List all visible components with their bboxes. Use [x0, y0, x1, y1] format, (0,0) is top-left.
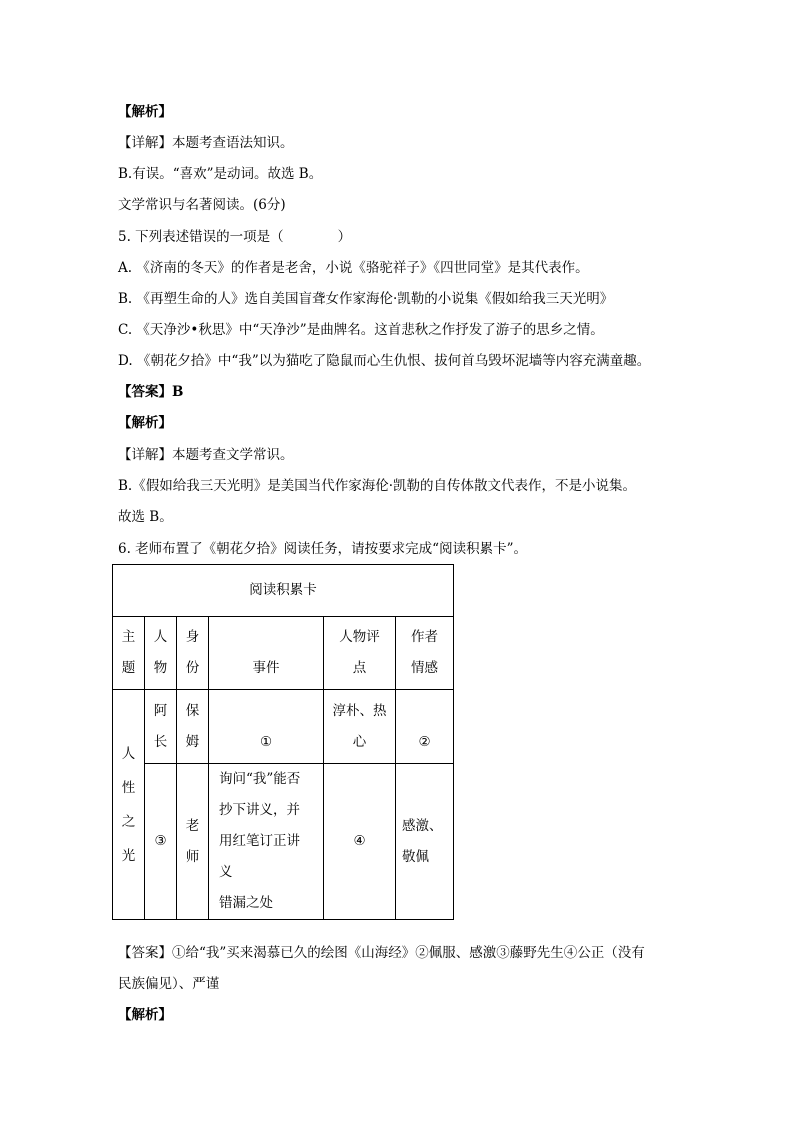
person-cell-2: ③: [145, 764, 177, 920]
comment-cell-1: 淳朴、热 心: [324, 690, 396, 764]
feeling-cell-1: ②: [396, 690, 454, 764]
option-b: B. 《再塑生命的人》选自美国盲聋女作家海伦·凯勒的小说集《假如给我三天光明》: [118, 291, 614, 307]
option-d: D. 《朝花夕拾》中“我”以为猫吃了隐鼠而心生仇恨、拔何首乌毁坏泥墙等内容充满童趣。: [118, 353, 651, 369]
explanation-line-1: B.有误。“喜欢”是动词。故选 B。: [118, 166, 323, 182]
header-identity: 身 份: [177, 617, 209, 690]
answer-5: 【答案】B: [118, 384, 184, 400]
conclusion-line: 故选 B。: [118, 509, 173, 525]
feeling-cell-2: 感激、 敬佩: [396, 764, 454, 920]
analysis-heading-3: 【解析】: [118, 1007, 172, 1023]
table-title: 阅读积累卡: [113, 565, 454, 617]
detail-line-1: 【详解】本题考查语法知识。: [118, 135, 294, 151]
option-c: C. 《天净沙•秋思》中“天净沙”是曲牌名。这首悲秋之作抒发了游子的思乡之情。: [118, 322, 604, 338]
question-6: 6. 老师布置了《朝花夕拾》阅读任务，请按要求完成“阅读积累卡”。: [118, 541, 527, 557]
identity-cell-2: 老 师: [177, 764, 209, 920]
reading-card-table: [112, 564, 454, 920]
option-a: A. 《济南的冬天》的作者是老舍，小说《骆驼祥子》《四世同堂》是其代表作。: [118, 260, 589, 276]
comment-cell-2: ④: [324, 764, 396, 920]
analysis-heading-2: 【解析】: [118, 415, 172, 431]
explanation-line-2: B.《假如给我三天光明》是美国当代作家海伦·凯勒的自传体散文代表作，不是小说集。: [118, 478, 637, 494]
identity-cell-1: 保 姆: [177, 690, 209, 764]
event-cell-2: 询问“我”能否 抄下讲义，并 用红笔订正讲义 错漏之处: [209, 764, 324, 920]
section-title: 文学常识与名著阅读。(6分): [118, 197, 286, 213]
event-cell-1: ①: [209, 690, 324, 764]
header-event: 事件: [209, 617, 324, 690]
theme-cell: 人 性 之 光: [113, 690, 145, 920]
person-cell-1: 阿 长: [145, 690, 177, 764]
analysis-heading-1: 【解析】: [118, 104, 172, 120]
header-theme: 主 题: [113, 617, 145, 690]
answer-6-line-1: 【答案】①给“我”买来渴慕已久的绘图《山海经》②佩服、感激③藤野先生④公正（没有: [118, 945, 645, 961]
header-comment: 人物评 点: [324, 617, 396, 690]
answer-6-line-2: 民族偏见）、严谨: [118, 976, 220, 992]
detail-line-2: 【详解】本题考查文学常识。: [118, 447, 294, 463]
header-person: 人 物: [145, 617, 177, 690]
header-feeling: 作者 情感: [396, 617, 454, 690]
question-5: 5. 下列表述错误的一项是（ ）: [118, 229, 352, 245]
